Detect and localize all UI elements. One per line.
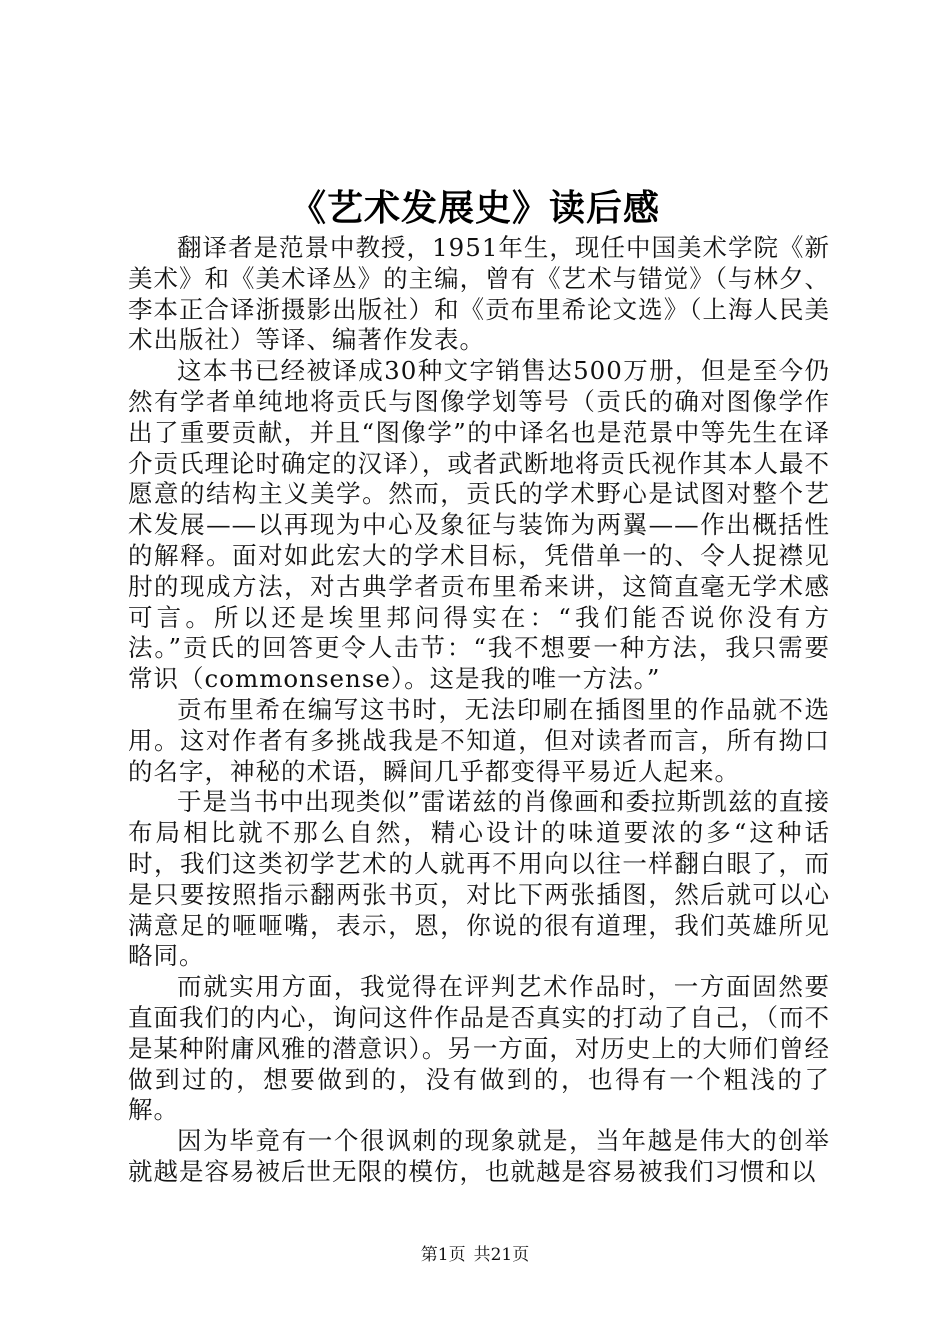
paragraph: 这本书已经被译成30种文字销售达500万册，但是至今仍然有学者单纯地将贡氏与图像学划等号（贡氏的确对图像学作出了重要贡献，并且“图像学”的中译名也是范景中等先生在译介贡氏理论时确定的汉译），或者武断地将贡氏视作其本人最不愿意的结构主义美学。然而，贡氏的学术野心是试图对整个艺术发展——以再现为中心及象征与装饰为两翼——作出概括性的解释。面对如此宏大的学术目标，凭借单一的、令人捉襟见肘的现成方法，对古典学者贡布里希来讲，这简直毫无学术感可言。所以还是埃里邦问得实在：“我们能否说你没有方法。”贡氏的回答更令人击节：“我不想要一种方法，我只需要常识（commonsense）。这是我的唯一方法。” xyxy=(128,356,830,694)
paragraph: 贡布里希在编写这书时，无法印刷在插图里的作品就不选用。这对作者有多挑战我是不知道，但对读者而言，所有拗口的名字，神秘的术语，瞬间几乎都变得平易近人起来。 xyxy=(128,694,830,786)
paragraph: 于是当书中出现类似”雷诺兹的肖像画和委拉斯凯兹的直接布局相比就不那么自然，精心设计的味道要浓的多“这种话时，我们这类初学艺术的人就再不用向以往一样翻白眼了，而是只要按照指示翻两张书页，对比下两张插图，然后就可以心满意足的咂咂嘴，表示，恩，你说的很有道理，我们英雄所见略同。 xyxy=(128,787,830,971)
paragraph: 而就实用方面，我觉得在评判艺术作品时，一方面固然要直面我们的内心，询问这件作品是否真实的打动了自己，（而不是某种附庸风雅的潜意识）。另一方面，对历史上的大师们曾经做到过的，想要做到的，没有做到的，也得有一个粗浅的了解。 xyxy=(128,972,830,1125)
document-body xyxy=(128,233,830,1188)
page-number: 第1页 xyxy=(420,1245,466,1265)
page-total: 共21页 xyxy=(473,1245,530,1265)
page-footer xyxy=(0,1243,950,1267)
paragraph: 因为毕竟有一个很讽刺的现象就是，当年越是伟大的创举就越是容易被后世无限的模仿，也就越是容易被我们习惯和以 xyxy=(128,1126,830,1186)
document-title: 《艺术发展史》读后感 xyxy=(289,187,660,229)
paragraph: 翻译者是范景中教授，1951年生，现任中国美术学院《新美术》和《美术译丛》的主编，曾有《艺术与错觉》（与林夕、李本正合译浙摄影出版社）和《贡布里希论文选》（上海人民美术出版社）等译、编著作发表。 xyxy=(128,233,830,355)
